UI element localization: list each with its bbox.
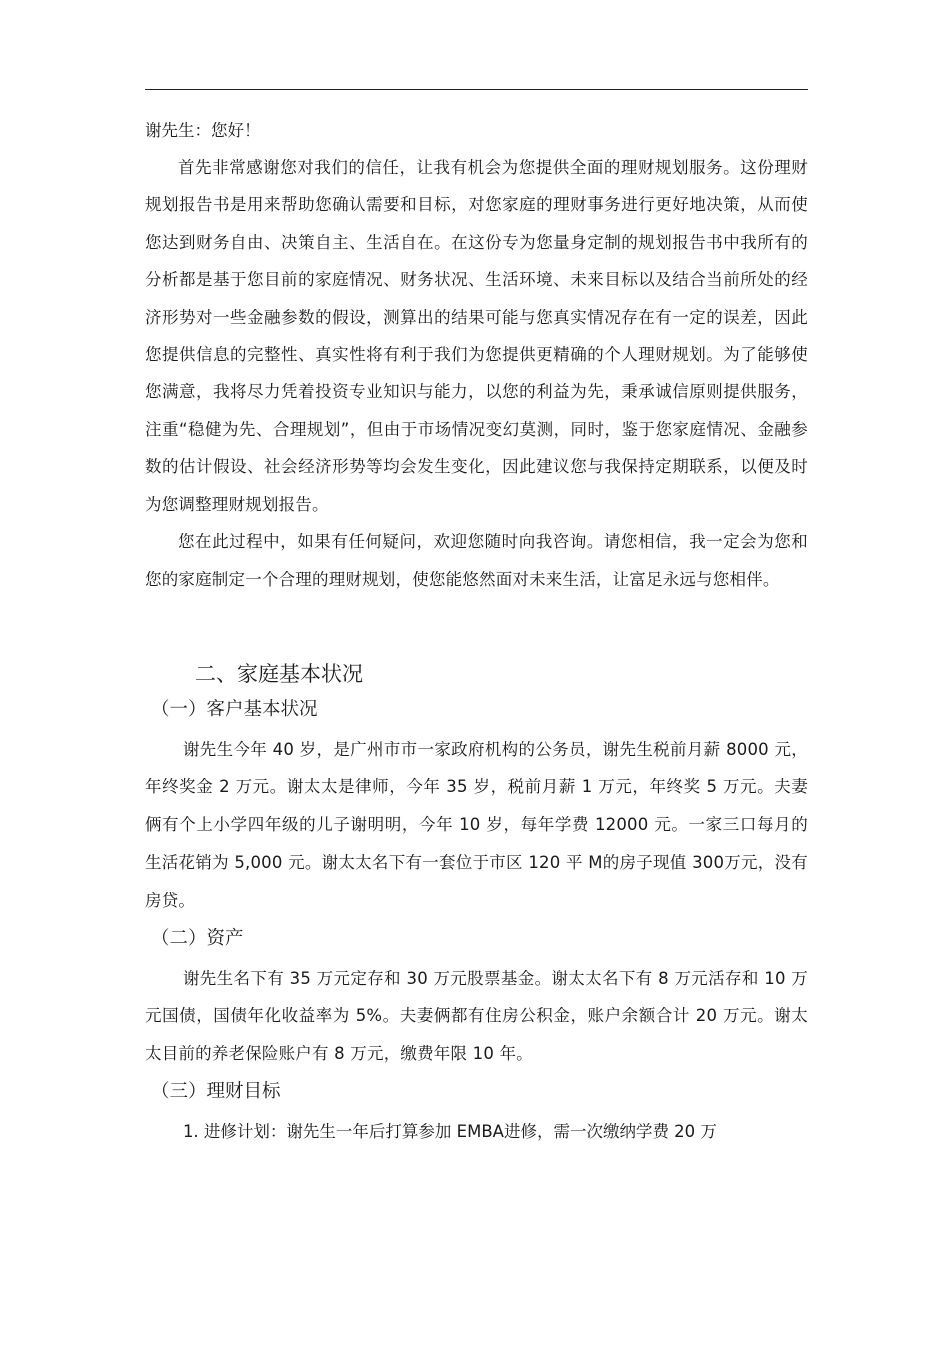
- client-status-paragraph: 谢先生今年 40 岁，是广州市市一家政府机构的公务员，谢先生税前月薪 8000 元，年终奖金 2 万元。谢太太是律师，今年 35 岁，税前月薪 1 万元，年终奖 5 万元。夫妻俩有个上小学四年级的儿子谢明明，今年 10 岁，每年学费 12000 元。一家三口每月的生活花销为 5,000 元。谢太太名下有一套位于市区 120 平 M的房子现值 300万元，没有房贷。: [145, 739, 808, 910]
- assets-paragraph: 谢先生名下有 35 万元定存和 30 万元股票基金。谢太太名下有 8 万元活存和 10 万元国债，国债年化收益率为 5%。夫妻俩都有住房公积金，账户余额合计 20 万元。谢太太目前的养老保险账户有 8 万元，缴费年限 10 年。: [145, 968, 808, 1064]
- header-rule: [145, 89, 808, 90]
- subsection-title-client: （一）客户基本状况: [151, 698, 318, 720]
- greeting: 谢先生：您好！: [145, 121, 261, 140]
- letter-paragraph-1: 首先非常感谢您对我们的信任，让我有机会为您提供全面的理财规划服务。这份理财规划报告书是用来帮助您确认需要和目标，对您家庭的理财事务进行更好地决策，从而使您达到财务自由、决策自主、生活自在。在这份专为您量身定制的规划报告书中我所有的分析都是基于您目前的家庭情况、财务状况、生活环境、未来目标以及结合当前所处的经济形势对一些金融参数的假设，测算出的结果可能与您真实情况存在有一定的误差，因此您提供信息的完整性、真实性将有利于我们为您提供更精确的个人理财规划。为了能够使您满意，我将尽力凭着投资专业知识与能力，以您的利益为先，秉承诚信原则提供服务，注重“稳健为先、合理规划”，但由于市场情况变幻莫测，同时，鉴于您家庭情况、金融参数的估计假设、社会经济形势等均会发生变化，因此建议您与我保持定期联系，以便及时为您调整理财规划报告。: [145, 158, 808, 514]
- section-title: 二、家庭基本状况: [195, 661, 363, 686]
- subsection-title-goals: （三）理财目标: [151, 1081, 281, 1103]
- subsection-title-assets: （二）资产: [151, 927, 244, 949]
- goal-item-1: 1. 进修计划：谢先生一年后打算参加 EMBA进修，需一次缴纳学费 20 万: [182, 1122, 717, 1142]
- document-body: [145, 112, 808, 1150]
- letter-paragraph-2: 您在此过程中，如果有任何疑问，欢迎您随时向我咨询。请您相信，我一定会为您和您的家庭制定一个合理的理财规划，使您能悠然面对未来生活，让富足永远与您相伴。: [145, 532, 808, 589]
